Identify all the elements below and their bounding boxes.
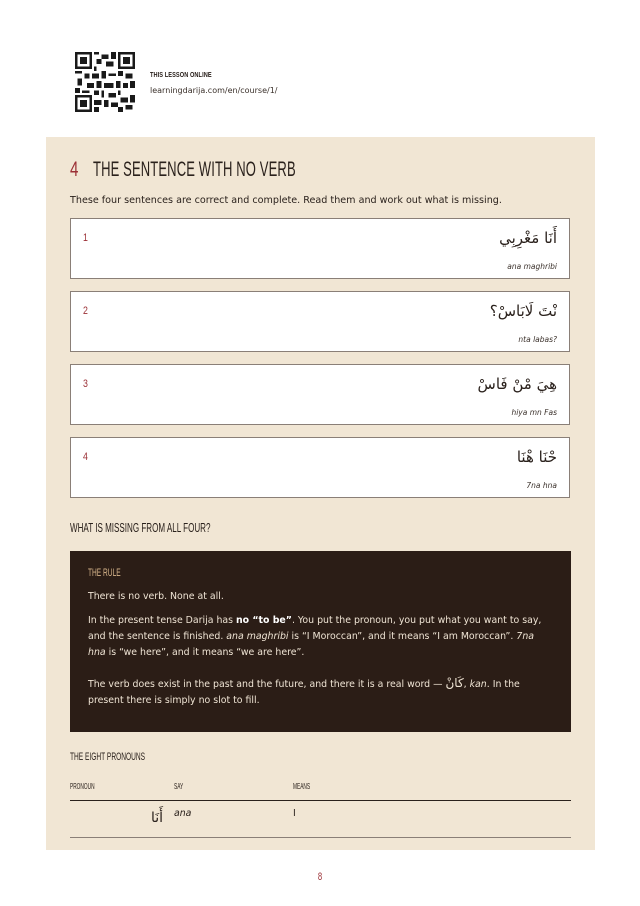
qr-label: THIS LESSON ONLINE <box>150 70 212 79</box>
sentence-arabic: هِيَ مْنْ فَاسْ <box>477 375 557 393</box>
sentence-arabic: أَنَا مَغْرِبِي <box>499 229 557 247</box>
missing-heading: WHAT IS MISSING FROM ALL FOUR? <box>70 520 211 535</box>
sentence-transliteration: nta labas? <box>518 335 557 344</box>
rule-paragraph-1: There is no verb. None at all. <box>88 591 224 602</box>
sentence-card <box>70 437 570 498</box>
sentence-card <box>70 364 570 425</box>
section-number: 4 <box>70 158 79 181</box>
rule-box <box>70 551 571 732</box>
sentence-transliteration: hiya mn Fas <box>511 408 557 417</box>
qr-code[interactable] <box>75 52 135 112</box>
pronouns-heading: THE EIGHT PRONOUNS <box>70 751 146 763</box>
table-row-rule <box>70 837 571 838</box>
sentence-number: 2 <box>83 305 88 317</box>
column-header-say: SAY <box>174 782 184 791</box>
sentence-card <box>70 291 570 352</box>
page-number: 8 <box>317 871 323 883</box>
rule-paragraph-3: The verb does exist in the past and the future, and there it is a real word — كَانْ, kan. In the present there is simply no slot to fill. <box>88 676 520 706</box>
column-header-pronoun: PRONOUN <box>70 782 95 791</box>
rule-heading: THE RULE <box>88 567 121 579</box>
pronoun-means: I <box>293 808 296 819</box>
sentence-card <box>70 218 570 279</box>
pronoun-say: ana <box>174 808 192 819</box>
section-title: THE SENTENCE WITH NO VERB <box>93 158 296 181</box>
sentence-arabic: نْتَ لَابَاسْ؟ <box>489 302 557 320</box>
section-intro: These four sentences are correct and complete. Read them and work out what is missing. <box>70 195 502 206</box>
sentence-arabic: حْنَا هْنَا <box>516 448 557 466</box>
column-header-means: MEANS <box>293 782 311 791</box>
sentence-number: 4 <box>83 451 88 463</box>
sentence-transliteration: ana maghribi <box>507 262 557 271</box>
sentence-transliteration: 7na hna <box>526 481 557 490</box>
lesson-url-link[interactable]: learningdarija.com/en/course/1/ <box>150 86 278 95</box>
pronoun-arabic: أَنَا <box>151 810 164 826</box>
rule-paragraph-2: In the present tense Darija has no “to be”. You put the pronoun, you put what you want to say, and the sentence is finished. ana maghribi is “I Moroccan”, and it means “I am Moroccan”. 7na hna is “we here”, and it means “we are here”. <box>88 615 542 658</box>
table-header-rule <box>70 800 571 801</box>
sentence-number: 3 <box>83 378 88 390</box>
sentence-number: 1 <box>83 232 88 244</box>
